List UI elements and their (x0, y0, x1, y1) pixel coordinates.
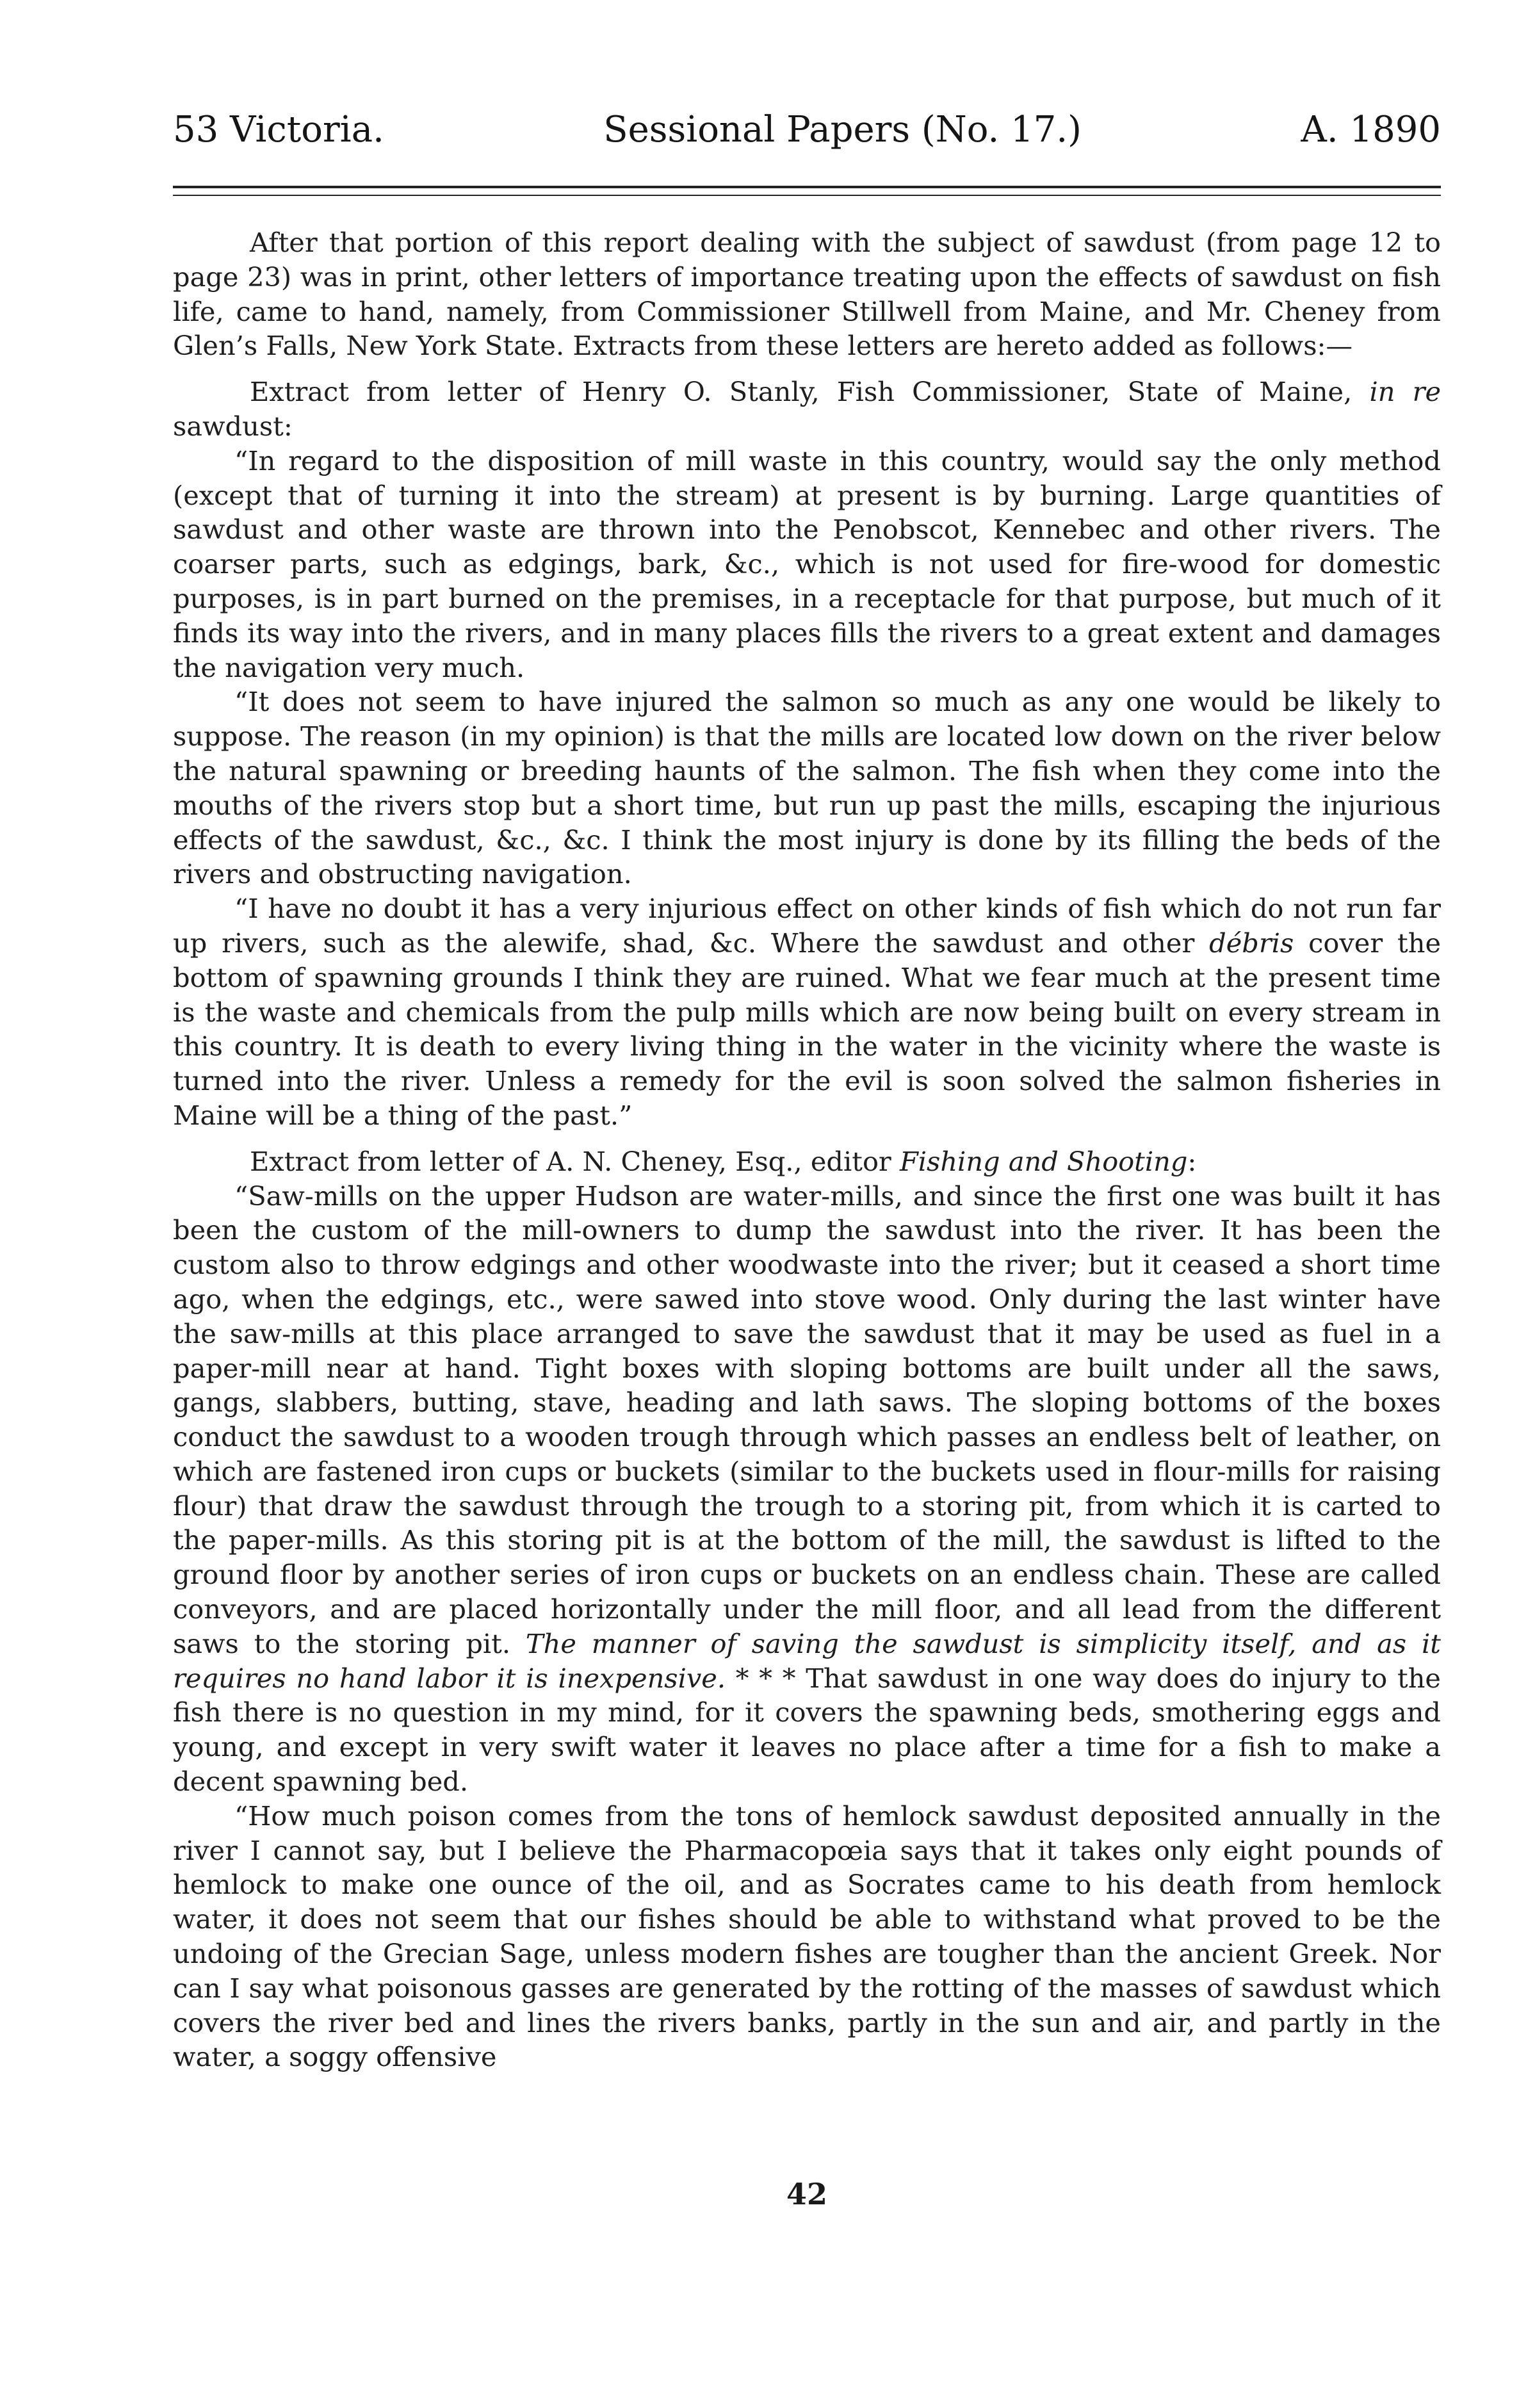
stanly-quote-paragraph-1: “In regard to the disposition of mill waste in this country, would say the only method (except that of turning it into the stream) at present is by burning. Large quantities of sawdust and other waste are thrown into the Penobscot, Kennebec and other rivers. The coarser parts, such as edgings, bark, &c., which is not used for fire-wood for domestic purposes, is in part burned on the premises, in a receptacle for that purpose, but much of it finds its way into the rivers, and in many places fills the rivers to a great extent and damages the navigation very much. (173, 444, 1441, 683)
body-text (173, 225, 1441, 2074)
page-number: 42 (786, 2177, 827, 2211)
intro-paragraph: After that portion of this report dealing with the subject of sawdust (from page 12 to page 23) was in print, other letters of importance treating upon the effects of sawdust on fish life, came to hand, namely, from Commissioner Stillwell from Maine, and Mr. Cheney from Glen’s Falls, New York State. Extracts from these letters are hereto added as follows:— (173, 227, 1441, 362)
header-year: A. 1890 (1301, 109, 1441, 150)
header-rule-thick (173, 186, 1441, 188)
running-header (173, 108, 1441, 159)
cheney-quote-paragraph-1: “Saw-mills on the upper Hudson are water-mills, and since the first one was built it has been the custom of the mill-owners to dump the sawdust into the river. It has been the custom also to throw edgings and other woodwaste into the river; but it ceased a short time ago, when the edgings, etc., were sawed into stove wood. Only during the last winter have the saw-mills at this place arranged to save the sawdust that it may be used as fuel in a paper-mill near at hand. Tight boxes with sloping bottoms are built under all the saws, gangs, slabbers, butting, stave, heading and lath saws. The sloping bottoms of the boxes conduct the sawdust to a wooden trough through which passes an endless belt of leather, on which are fastened iron cups or buckets (similar to the buckets used in flour-mills for raising flour) that draw the sawdust through the trough to a storing pit, from which it is carted to the paper-mills. As this storing pit is at the bottom of the mill, the sawdust is lifted to the ground floor by another series of iron cups or buckets on an endless chain. These are called conveyors, and are placed horizontally under the mill floor, and all lead from the different saws to the storing pit. The manner of saving the sawdust is simplicity itself, and as it requires no hand labor it is inexpensive. * * * That sawdust in one way does do injury to the fish there is no question in my mind, for it covers the spawning beds, smothering eggs and young, and except in very swift water it leaves no place after a time for a fish to make a decent spawning bed. (173, 1180, 1441, 1798)
stanly-extract-heading: Extract from letter of Henry O. Stanly, Fish Commissioner, State of Maine, in re sawdust: (173, 376, 1441, 442)
stanly-quote-paragraph-3: “I have no doubt it has a very injurious effect on other kinds of fish which do not run far up rivers, such as the alewife, shad, &c. Where the sawdust and other débris cover the bottom of spawning grounds I think they are ruined. What we fear much at the present time is the waste and chemicals from the pulp mills which are now being built on every stream in this country. It is death to every living thing in the water in the vicinity where the waste is turned into the river. Unless a remedy for the evil is soon solved the salmon fisheries in Maine will be a thing of the past.” (173, 893, 1442, 1131)
header-title: Sessional Papers (No. 17.) (603, 109, 1082, 150)
stanly-quote-paragraph-2: “It does not seem to have injured the salmon so much as any one would be likely to suppose. The reason (in my opinion) is that the mills are located low down on the river below the natural spawning or breeding haunts of the salmon. The fish when they come into the mouths of the rivers stop but a short time, but run up past the mills, escaping the injurious effects of the sawdust, &c., &c. I think the most injury is done by its filling the beds of the rivers and obstructing navigation. (173, 686, 1441, 890)
cheney-quote-paragraph-2: “How much poison comes from the tons of hemlock sawdust deposited annually in the river I cannot say, but I believe the Pharmacopœia says that it takes only eight pounds of hemlock to make one ounce of the oil, and as Socrates came to his death from hemlock water, it does not seem that our fishes should be able to withstand what proved to be the undoing of the Grecian Sage, unless modern fishes are tougher than the ancient Greek. Nor can I say what poisonous gasses are generated by the rotting of the masses of sawdust which covers the river bed and lines the rivers banks, partly in the sun and air, and partly in the water, a soggy offensive (173, 1800, 1441, 2073)
cheney-extract-heading: Extract from letter of A. N. Cheney, Esq., editor Fishing and Shooting: (250, 1145, 1197, 1177)
header-session: 53 Victoria. (173, 109, 384, 150)
header-rule-thin (173, 195, 1441, 196)
